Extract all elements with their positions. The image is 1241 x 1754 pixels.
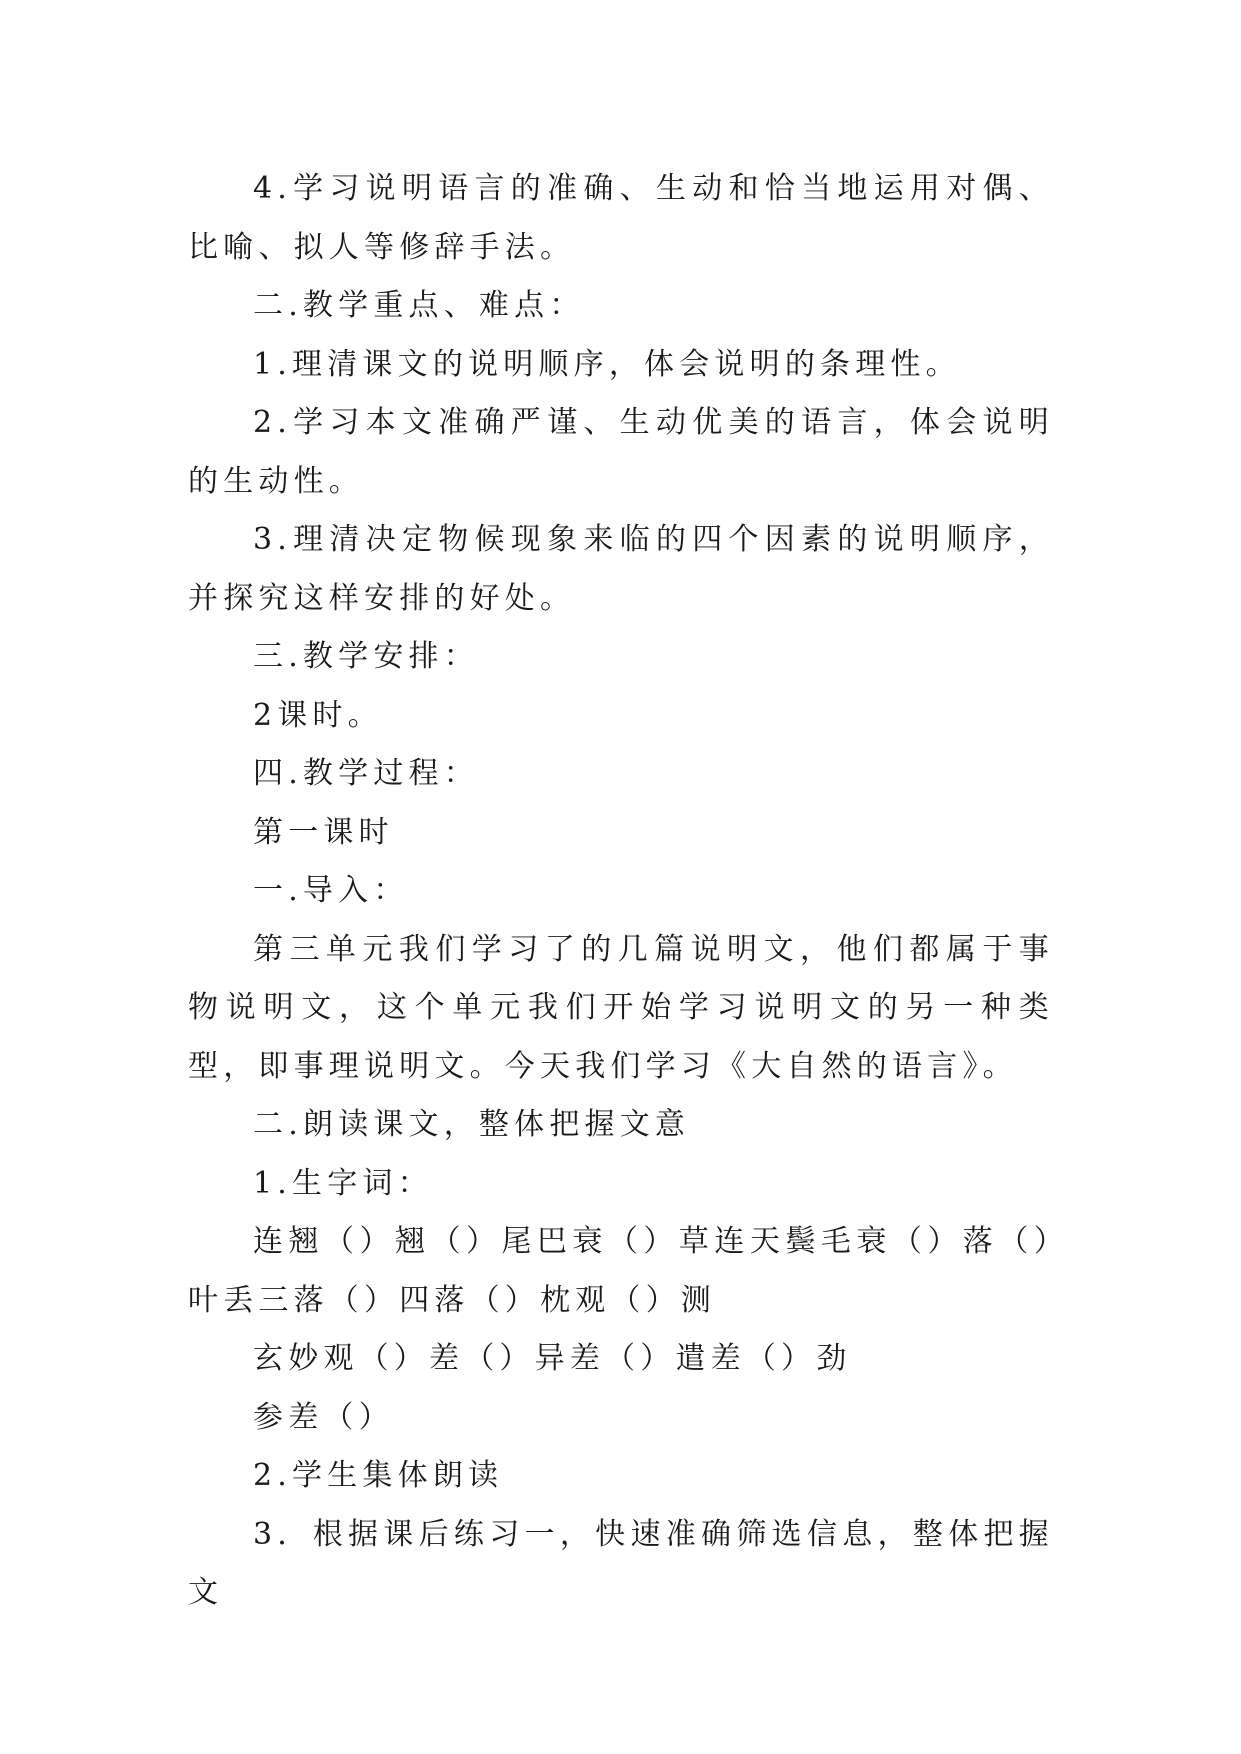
reading-step-3: 3．根据课后练习一，快速准确筛选信息，整体把握文 bbox=[188, 1516, 1054, 1610]
vocab-line-2: 玄妙观（）差（）异差（）遣差（）劲 bbox=[253, 1341, 852, 1376]
reading-step-2: 2.学生集体朗读 bbox=[253, 1458, 504, 1493]
document-page bbox=[188, 160, 1054, 1623]
vocab-line-3: 参差（） bbox=[253, 1399, 394, 1435]
key-point-3-paragraph: 3.理清决定物候现象来临的四个因素的说明顺序，并探究这样安排的好处。 bbox=[188, 522, 1054, 616]
section-heading-process: 四.教学过程： bbox=[253, 756, 479, 791]
reading-heading: 二.朗读课文，整体把握文意 bbox=[253, 1107, 691, 1142]
intro-heading: 一.导入： bbox=[253, 873, 409, 908]
section-heading-key-points: 二.教学重点、难点： bbox=[253, 288, 585, 323]
vocab-heading: 1.生字词： bbox=[253, 1165, 433, 1201]
vocab-line-1: 连翘（）翘（）尾巴衰（）草连天鬓毛衰（）落（）叶丢三落（）四落（）枕观（）测 bbox=[188, 1224, 1054, 1318]
objective-4-paragraph: 4.学习说明语言的准确、生动和恰当地运用对偶、比喻、拟人等修辞手法。 bbox=[188, 171, 1054, 265]
arrangement-paragraph: 2课时。 bbox=[253, 697, 383, 733]
section-heading-arrangement: 三.教学安排： bbox=[253, 639, 479, 674]
lesson-heading: 第一课时 bbox=[253, 814, 394, 850]
key-point-2-paragraph: 2.学习本文准确严谨、生动优美的语言，体会说明的生动性。 bbox=[188, 405, 1054, 499]
intro-paragraph: 第三单元我们学习了的几篇说明文，他们都属于事物说明文，这个单元我们开始学习说明文的另一种类型，即事理说明文。今天我们学习《大自然的语言》。 bbox=[188, 931, 1054, 1084]
key-point-1-paragraph: 1.理清课文的说明顺序，体会说明的条理性。 bbox=[253, 346, 961, 382]
